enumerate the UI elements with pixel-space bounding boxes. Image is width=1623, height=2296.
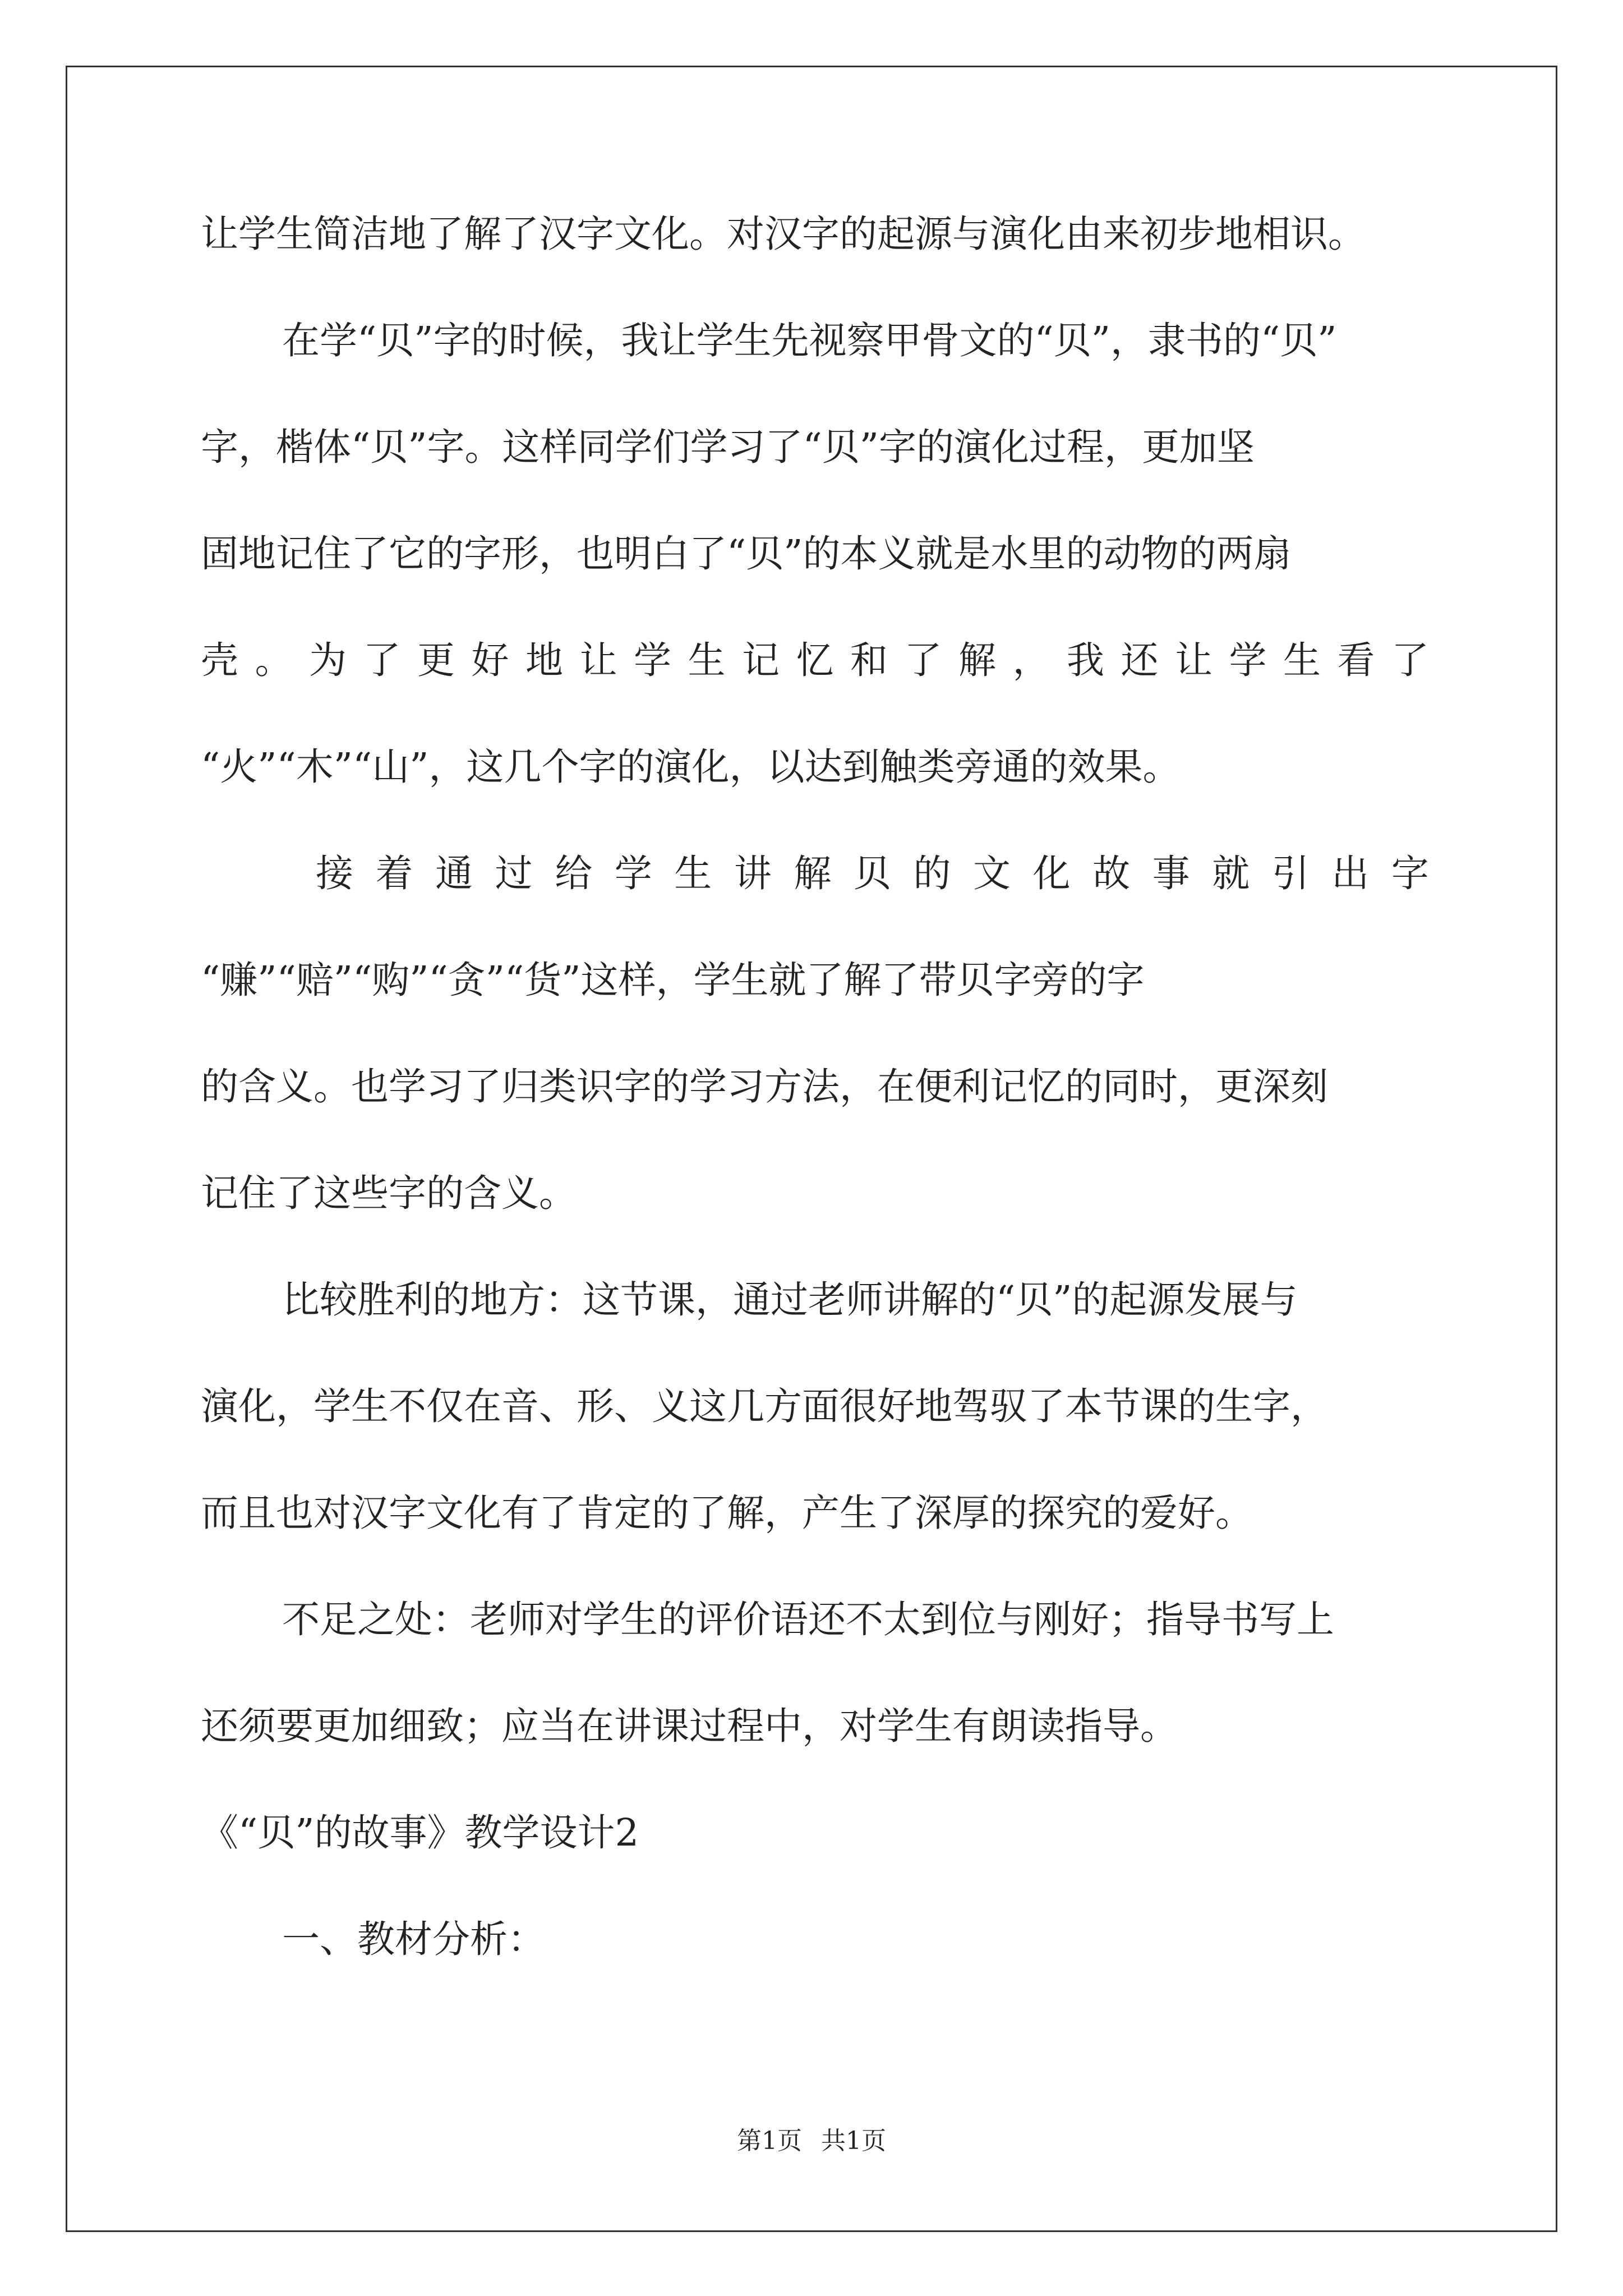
justified-char: 故	[1092, 852, 1131, 895]
current-page-label: 第1页	[737, 2127, 802, 2155]
justified-char: 出	[1331, 852, 1370, 895]
justified-char: 我	[1067, 638, 1104, 682]
justified-char: 接	[316, 852, 353, 895]
paragraph-line: 在学“贝”字的时候，我让学生先视察甲骨文的“贝”，隶书的“贝”	[282, 319, 1337, 362]
justified-char: 看	[1337, 638, 1375, 682]
justified-char: 解	[958, 638, 996, 682]
paragraph-line: 让学生简洁地了解了汉字文化。对汉字的起源与演化由来初步地相识。	[201, 212, 1366, 256]
paragraph-line: 还须要更加细致；应当在讲课过程中，对学生有朗读指导。	[201, 1704, 1178, 1748]
justified-char: 让	[1175, 638, 1212, 682]
paragraph-line: 而且也对汉字文化有了肯定的了解，产生了深厚的探究的爱好。	[201, 1491, 1253, 1535]
justified-char: 和	[850, 638, 888, 682]
paragraph-line: 的含义。也学习了归类识字的学习方法，在便利记忆的同时，更深刻	[201, 1065, 1328, 1108]
justified-char: 贝	[853, 852, 891, 895]
justified-char: 好	[471, 638, 509, 682]
paragraph-line: 比较胜利的地方：这节课，通过老师讲解的“贝”的起源发展与	[282, 1278, 1298, 1322]
justified-char: 。	[255, 638, 293, 682]
justified-char: 通	[435, 852, 473, 895]
paragraph-line: 不足之处：老师对学生的评价语还不太到位与刚好；指导书写上	[282, 1598, 1334, 1641]
justified-char: 壳	[201, 638, 238, 682]
justified-line	[201, 820, 1429, 927]
justified-char: 学	[614, 852, 652, 895]
paragraph-line: 一、教材分析：	[282, 1917, 545, 1961]
justified-char: 讲	[734, 852, 772, 895]
justified-char: 字	[1391, 852, 1429, 895]
justified-char: 就	[1212, 852, 1250, 895]
justified-char: 着	[375, 852, 413, 895]
page-footer	[0, 2120, 1623, 2156]
justified-char: 生	[1283, 638, 1321, 682]
paragraph-line: “火”“木”“山”，这几个字的演化，以达到触类旁通的效果。	[201, 745, 1181, 789]
justified-char: 解	[794, 852, 832, 895]
justified-char: 了	[1391, 638, 1429, 682]
justified-char: 地	[525, 638, 563, 682]
justified-line	[201, 607, 1429, 714]
justified-char: 学	[634, 638, 671, 682]
justified-char: 的	[913, 852, 951, 895]
justified-char: 为	[309, 638, 347, 682]
justified-char: 过	[495, 852, 533, 895]
justified-char: 事	[1152, 852, 1190, 895]
total-pages-label: 共1页	[821, 2127, 886, 2155]
justified-char: 还	[1121, 638, 1159, 682]
justified-char: 了	[363, 638, 401, 682]
paragraph-line: 字，楷体“贝”字。这样同学们学习了“贝”字的演化过程，更加坚	[201, 425, 1255, 469]
section-heading: 《“贝”的故事》教学设计2	[201, 1811, 639, 1855]
justified-char: 了	[904, 638, 942, 682]
paragraph-line: 演化，学生不仅在音、形、义这几方面很好地驾驭了本节课的生字，	[201, 1384, 1328, 1428]
justified-char: ，	[1012, 638, 1050, 682]
justified-char: 学	[1229, 638, 1267, 682]
justified-char: 忆	[796, 638, 834, 682]
paragraph-line: “赚”“赔”“购”“贪”“货”这样，学生就了解了带贝字旁的字	[201, 958, 1145, 1002]
justified-char: 给	[555, 852, 593, 895]
paragraph-line: 记住了这些字的含义。	[201, 1171, 577, 1215]
justified-char: 记	[742, 638, 780, 682]
justified-char: 更	[417, 638, 455, 682]
paragraph-line: 固地记住了它的字形，也明白了“贝”的本义就是水里的动物的两扇	[201, 532, 1292, 576]
justified-char: 引	[1271, 852, 1310, 895]
justified-char: 生	[674, 852, 712, 895]
justified-char: 生	[688, 638, 726, 682]
justified-char: 文	[973, 852, 1011, 895]
justified-char: 让	[579, 638, 617, 682]
justified-char: 化	[1032, 852, 1071, 895]
